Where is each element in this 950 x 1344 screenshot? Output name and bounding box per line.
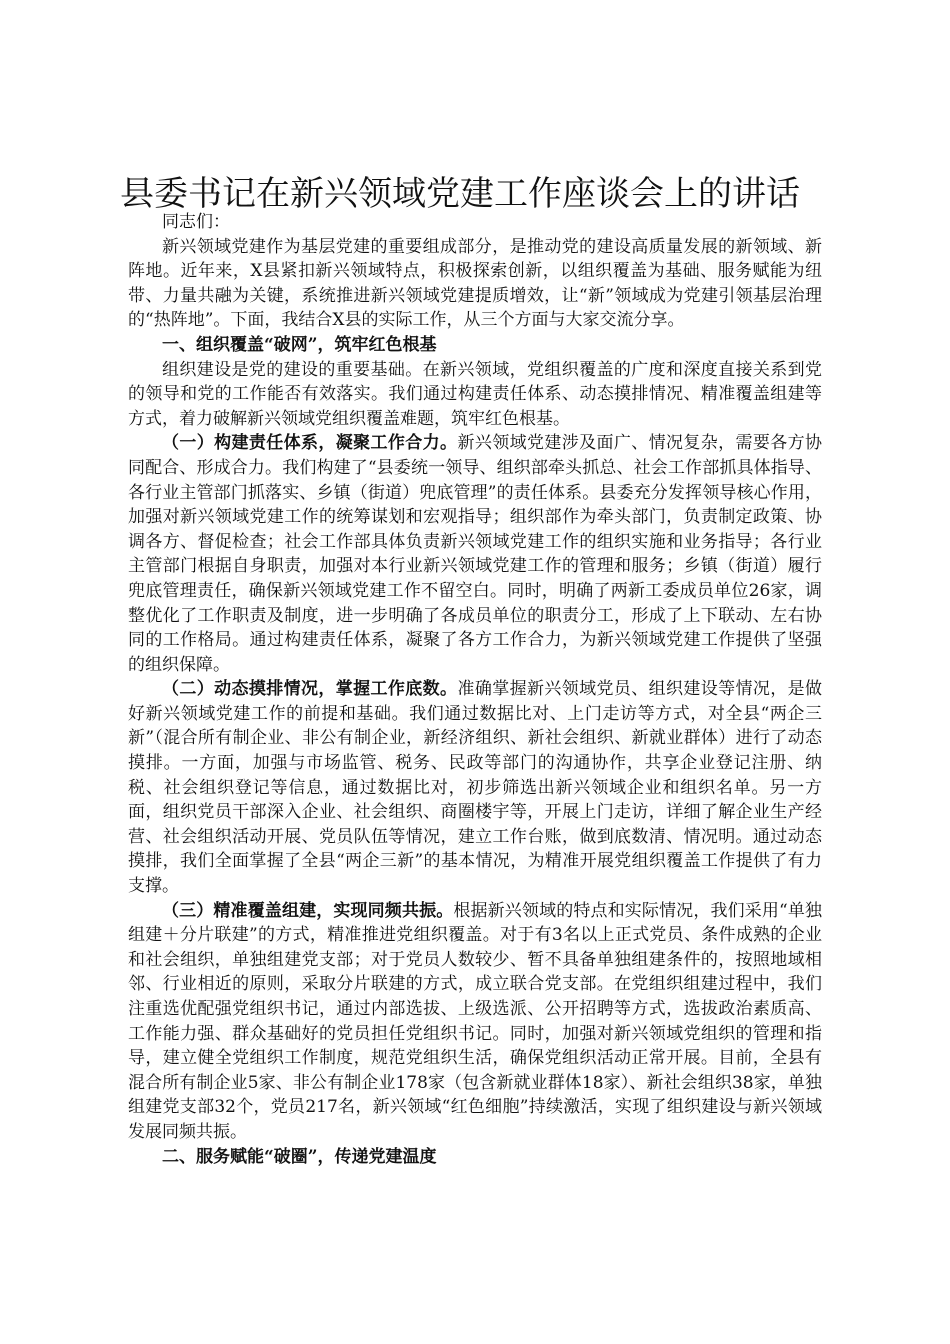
section-heading-1: 一、组织覆盖“破网”，筑牢红色根基 — [162, 334, 437, 355]
subsection-paragraph-3 — [128, 899, 822, 1145]
subsection-heading-1: （一）构建责任体系，凝聚工作合力。 — [162, 433, 458, 454]
subsection-body-3: 根据新兴领域的特点和实际情况，我们采用“单独组建＋分片联建”的方式，精准推进党组织覆盖。对于有3名以上正式党员、条件成熟的企业和社会组织，单独组建党支部；对于党员人数较少、暂不具备单独组建条件的，按照地域相邻、行业相近的原则，采取分片联建的方式，成立联合党支部。在党组织组建过程中，我们注重选优配强党组织书记，通过内部选拔、上级选派、公开招聘等方式，选拔政治素质高、工作能力强、群众基础好的党员担任党组织书记。同时，加强对新兴领域党组织的管理和指导，建立健全党组织工作制度，规范党组织生活，确保党组织活动正常开展。目前，全县有混合所有制企业5家、非公有制企业178家（包含新就业群体18家）、新社会组织38家，单独组建党支部32个，党员217名，新兴领域“红色细胞”持续激活，实现了组织建设与新兴领域发展同频共振。 — [128, 900, 822, 1142]
section-heading-2: 二、服务赋能“破圈”，传递党建温度 — [162, 1146, 437, 1167]
intro-paragraph: 新兴领域党建作为基层党建的重要组成部分，是推动党的建设高质量发展的新领域、新阵地。近年来，X县紧扣新兴领域特点，积极探索创新，以组织覆盖为基础、服务赋能为纽带、力量共融为关键，系统推进新兴领域党建提质增效，让“新”领域成为党建引领基层治理的“热阵地”。下面，我结合X县的实际工作，从三个方面与大家交流分享。 — [128, 236, 822, 331]
document-title: 县委书记在新兴领域党建工作座谈会上的讲话 — [120, 174, 800, 214]
subsection-paragraph-1 — [128, 431, 822, 677]
document-page — [120, 172, 823, 1169]
subsection-heading-2: （二）动态摸排情况，掌握工作底数。 — [162, 679, 458, 700]
subsection-body-2: 准确掌握新兴领域党员、组织建设等情况，是做好新兴领域党建工作的前提和基础。我们通过数据比对、上门走访等方式，对全县“两企三新”（混合所有制企业、非公有制企业，新经济组织、新社会组织、新就业群体）进行了动态摸排。一方面，加强与市场监管、税务、民政等部门的沟通协作，共享企业登记注册、纳税、社会组织登记等信息，通过数据比对，初步筛选出新兴领域企业和组织名单。另一方面，组织党员干部深入企业、社会组织、商圈楼宇等，开展上门走访，详细了解企业生产经营、社会组织活动开展、党员队伍等情况，建立工作台账，做到底数清、情况明。通过动态摸排，我们全面掌握了全县“两企三新”的基本情况，为精准开展党组织覆盖工作提供了有力支撑。 — [128, 679, 823, 897]
subsection-paragraph-2 — [128, 677, 822, 898]
subsection-body-1: 新兴领域党建涉及面广、情况复杂，需要各方协同配合、形成合力。我们构建了“县委统一领导、组织部牵头抓总、社会工作部抓具体指导、各行业主管部门抓落实、乡镇（街道）兜底管理”的责任体系。县委充分发挥领导核心作用，加强对新兴领域党建工作的统筹谋划和宏观指导；组织部作为牵头部门，负责制定政策、协调各方、督促检查；社会工作部具体负责新兴领域党建工作的组织实施和业务指导；各行业主管部门根据自身职责，加强对本行业新兴领域党建工作的管理和服务；乡镇（街道）履行兜底管理责任，确保新兴领域党建工作不留空白。同时，明确了两新工委成员单位26家，调整优化了工作职责及制度，进一步明确了各成员单位的职责分工，形成了上下联动、左右协同的工作格局。通过构建责任体系，凝聚了各方工作合力，为新兴领域党建工作提供了坚强的组织保障。 — [128, 433, 823, 675]
section-1-intro-paragraph: 组织建设是党的建设的重要基础。在新兴领域，党组织覆盖的广度和深度直接关系到党的领导和党的工作能否有效落实。我们通过构建责任体系、动态摸排情况、精准覆盖组建等方式，着力破解新兴领域党组织覆盖难题，筑牢红色根基。 — [128, 359, 822, 429]
salutation: 同志们： — [162, 212, 230, 232]
subsection-heading-3: （三）精准覆盖组建，实现同频共振。 — [162, 900, 454, 921]
